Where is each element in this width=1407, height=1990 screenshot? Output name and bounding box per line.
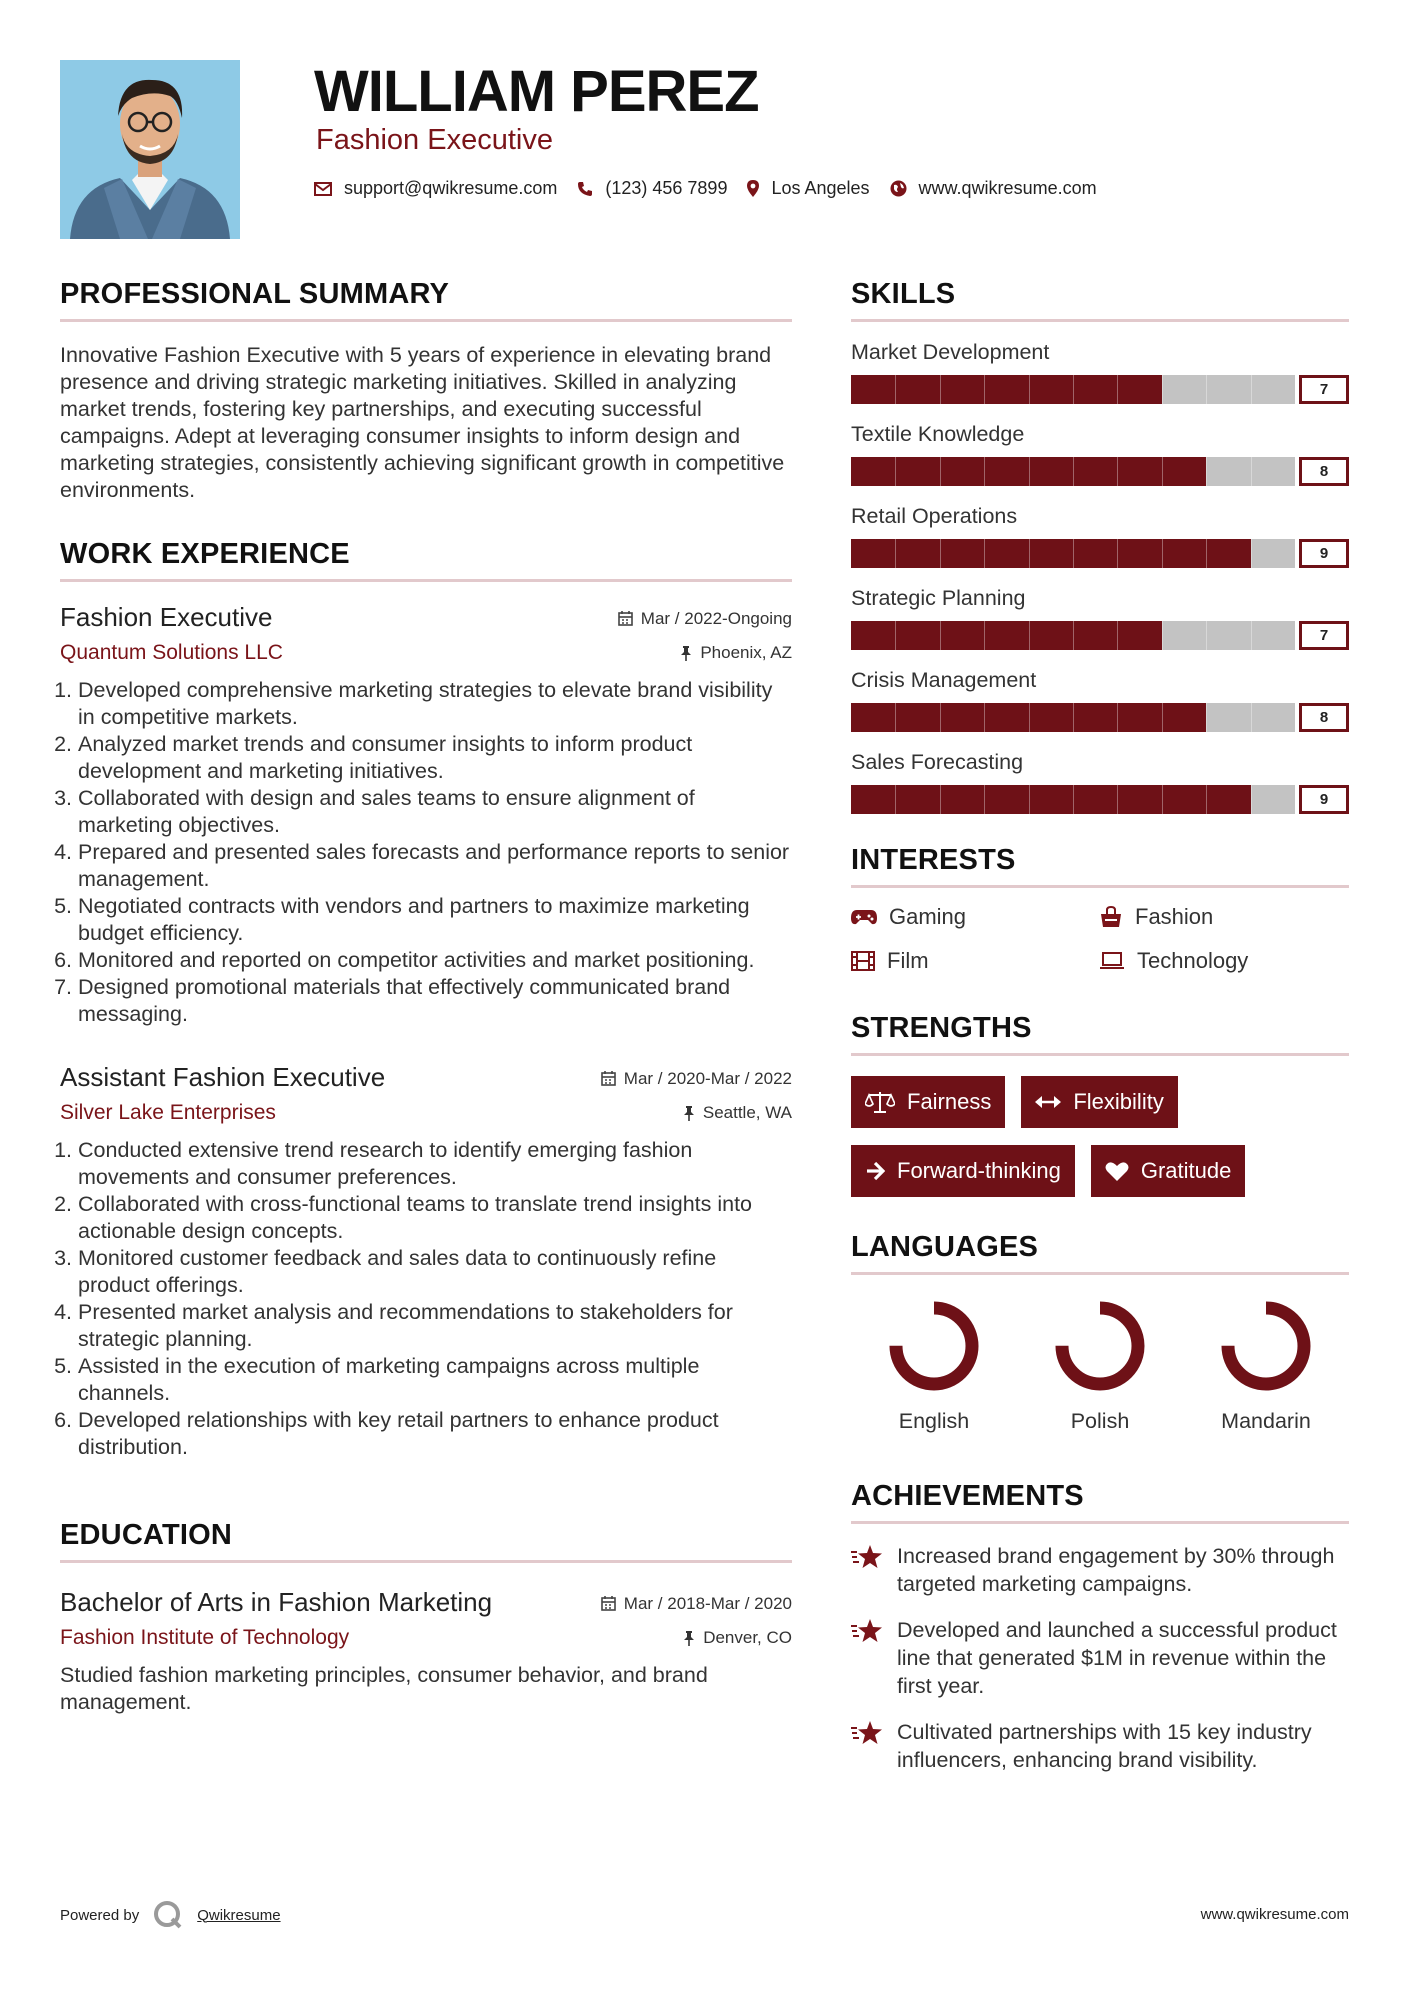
skill-bar-fill — [851, 375, 1162, 404]
job-location-text: Phoenix, AZ — [700, 643, 792, 662]
job-title: Fashion Executive — [60, 602, 273, 632]
skill-item — [851, 668, 1349, 732]
skill-score: 9 — [1299, 785, 1349, 814]
skill-bar-divider — [1029, 539, 1030, 568]
balance-scale-icon — [865, 1091, 895, 1113]
skill-bar — [851, 703, 1295, 732]
skill-bar-divider — [1117, 457, 1118, 486]
skill-bar — [851, 457, 1295, 486]
duty-item: 7. Designed promotional materials that effectively communicated brand messaging. — [78, 974, 792, 1028]
skill-bar-divider — [1073, 539, 1074, 568]
footer-url[interactable]: www.qwikresume.com — [1200, 1906, 1349, 1923]
skill-item — [851, 504, 1349, 568]
skill-bar-divider — [1251, 375, 1252, 404]
skill-bar-divider — [1251, 785, 1252, 814]
interests-heading: INTERESTS — [851, 844, 1349, 888]
pushpin-icon — [683, 1631, 695, 1646]
language-level-arc — [896, 1308, 972, 1384]
job-entry — [60, 602, 792, 1028]
arrows-horizontal-icon — [1035, 1095, 1061, 1109]
skill-bar-divider — [1073, 785, 1074, 814]
skill-bar-divider — [1251, 539, 1252, 568]
duty-item: 3. Collaborated with design and sales teams to ensure alignment of marketing objectives. — [78, 785, 792, 839]
interest-label: Fashion — [1135, 904, 1214, 929]
star-icon — [851, 1720, 883, 1746]
language-level-arc — [1062, 1308, 1138, 1384]
skill-bar — [851, 539, 1295, 568]
duty-item: 5. Assisted in the execution of marketing campaigns across multiple channels. — [78, 1353, 792, 1407]
interest-label: Technology — [1137, 948, 1249, 973]
interests-list — [851, 904, 1349, 974]
company-name: Quantum Solutions LLC — [60, 641, 283, 664]
skill-bar-fill — [851, 539, 1251, 568]
job-date-text: Mar / 2022-Ongoing — [640, 608, 792, 628]
duty-item: 5. Negotiated contracts with vendors and partners to maximize marketing budget efficiency. — [78, 893, 792, 947]
skill-bar-divider — [984, 621, 985, 650]
job-title: Assistant Fashion Executive — [60, 1062, 386, 1092]
shopping-bag-icon — [1099, 906, 1123, 928]
contact-email[interactable] — [314, 178, 557, 199]
calendar-icon — [601, 1071, 616, 1086]
achievement-text: Increased brand engagement by 30% through targeted marketing campaigns. — [897, 1544, 1335, 1596]
skill-bar-divider — [1206, 375, 1207, 404]
contact-website[interactable] — [890, 178, 1097, 199]
skill-bar — [851, 375, 1295, 404]
language-name: English — [898, 1409, 970, 1433]
job-location — [683, 1103, 792, 1123]
skill-bar-divider — [1117, 539, 1118, 568]
achievement-text: Cultivated partnerships with 15 key industry influencers, enhancing brand visibility. — [897, 1720, 1312, 1772]
skill-bar-divider — [984, 375, 985, 404]
skill-bar-divider — [1162, 785, 1163, 814]
school-name: Fashion Institute of Technology — [60, 1626, 350, 1649]
skill-bar-divider — [1073, 621, 1074, 650]
strength-tag — [1021, 1076, 1177, 1128]
gamepad-icon — [851, 909, 877, 925]
language-item — [851, 1299, 1017, 1434]
duty-item: 6. Developed relationships with key retail partners to enhance product distribution. — [78, 1407, 792, 1461]
achievement-item — [851, 1542, 1349, 1598]
achievements-list — [851, 1542, 1349, 1774]
skill-bar-divider — [940, 457, 941, 486]
interest-item — [1099, 948, 1347, 974]
duty-item: 2. Collaborated with cross-functional teams to translate trend insights into actionable design concepts. — [78, 1191, 792, 1245]
skill-bar-divider — [984, 785, 985, 814]
education-entry — [60, 1587, 792, 1716]
skill-item — [851, 750, 1349, 814]
language-ring — [1219, 1299, 1313, 1393]
skill-bar-divider — [940, 539, 941, 568]
job-entry — [60, 1062, 792, 1461]
film-icon — [851, 951, 875, 971]
profile-photo — [60, 60, 240, 239]
mail-icon — [314, 182, 332, 196]
map-pin-icon — [747, 180, 759, 197]
skill-bar-fill — [851, 785, 1251, 814]
education-heading: EDUCATION — [60, 1519, 792, 1563]
language-item — [1183, 1299, 1349, 1434]
skill-bar-divider — [1162, 457, 1163, 486]
skill-item — [851, 422, 1349, 486]
skill-bar-divider — [1206, 539, 1207, 568]
strength-tag — [851, 1076, 1005, 1128]
skill-bar-divider — [1073, 457, 1074, 486]
skill-bar-divider — [940, 375, 941, 404]
left-column — [60, 278, 792, 1716]
pushpin-icon — [680, 646, 692, 661]
skill-name: Retail Operations — [851, 504, 1018, 528]
strengths-list — [851, 1076, 1349, 1197]
duty-item: 6. Monitored and reported on competitor activities and market positioning. — [78, 947, 792, 974]
arrow-right-icon — [865, 1161, 885, 1181]
calendar-icon — [618, 611, 633, 626]
skill-score: 9 — [1299, 539, 1349, 568]
laptop-icon — [1099, 952, 1125, 970]
star-icon — [851, 1618, 883, 1644]
job-date-text: Mar / 2020-Mar / 2022 — [623, 1068, 792, 1088]
powered-by-label: Powered by — [60, 1906, 140, 1924]
skill-score: 7 — [1299, 621, 1349, 650]
skill-name: Crisis Management — [851, 668, 1037, 692]
strengths-heading: STRENGTHS — [851, 1012, 1349, 1056]
interest-item — [851, 948, 1099, 974]
skill-item — [851, 586, 1349, 650]
skill-bar-divider — [1251, 621, 1252, 650]
strength-label: Forward-thinking — [897, 1158, 1061, 1183]
candidate-name: WILLIAM PEREZ — [314, 59, 759, 124]
skill-name: Sales Forecasting — [851, 750, 1024, 774]
skill-bar-divider — [1162, 703, 1163, 732]
calendar-icon — [601, 1596, 616, 1611]
skill-bar-divider — [895, 785, 896, 814]
achievements-heading: ACHIEVEMENTS — [851, 1480, 1349, 1524]
language-name: Polish — [1070, 1409, 1130, 1433]
interest-item — [1099, 904, 1347, 930]
skill-item — [851, 340, 1349, 404]
right-column — [851, 278, 1349, 1774]
skill-bar — [851, 621, 1295, 650]
contact-phone-text: (123) 456 7899 — [605, 178, 728, 198]
skill-name: Strategic Planning — [851, 586, 1026, 610]
interest-item — [851, 904, 1099, 930]
skill-name: Market Development — [851, 340, 1050, 364]
contact-location — [747, 178, 869, 199]
achievement-text: Developed and launched a successful product line that generated $1M in revenue within the first year. — [897, 1618, 1337, 1698]
degree-title: Bachelor of Arts in Fashion Marketing — [60, 1587, 493, 1617]
duty-item: 3. Monitored customer feedback and sales data to continuously refine product offerings. — [78, 1245, 792, 1299]
contact-email-text: support@qwikresume.com — [344, 178, 558, 198]
skill-bar-divider — [1117, 621, 1118, 650]
strength-tag — [1091, 1145, 1246, 1197]
duty-item: 1. Conducted extensive trend research to identify emerging fashion movements and consumer preferences. — [78, 1137, 792, 1191]
skill-bar-divider — [1029, 457, 1030, 486]
duty-item: 4. Presented market analysis and recommendations to stakeholders for strategic planning. — [78, 1299, 792, 1353]
company-name: Silver Lake Enterprises — [60, 1101, 276, 1124]
skill-score: 8 — [1299, 457, 1349, 486]
language-item — [1017, 1299, 1183, 1434]
skill-bar-divider — [1117, 375, 1118, 404]
skill-name: Textile Knowledge — [851, 422, 1025, 446]
footer-powered-by — [60, 1900, 281, 1930]
skill-bar-divider — [1162, 375, 1163, 404]
qwikresume-logo-icon — [153, 1900, 183, 1930]
skill-bar-divider — [895, 457, 896, 486]
contact-location-text: Los Angeles — [771, 178, 870, 198]
qwikresume-link[interactable]: Qwikresume — [197, 1906, 281, 1924]
skill-bar-divider — [895, 621, 896, 650]
globe-icon — [890, 180, 907, 197]
language-name: Mandarin — [1221, 1409, 1311, 1433]
education-location-text: Denver, CO — [703, 1628, 792, 1647]
strength-label: Fairness — [907, 1089, 992, 1114]
skill-bar-divider — [1206, 621, 1207, 650]
skill-bar-divider — [1029, 375, 1030, 404]
languages-list — [851, 1299, 1349, 1434]
summary-heading: PROFESSIONAL SUMMARY — [60, 278, 792, 322]
contact-phone[interactable] — [577, 178, 727, 199]
skill-bar-divider — [895, 703, 896, 732]
heart-icon — [1105, 1161, 1129, 1182]
skill-bar-fill — [851, 621, 1162, 650]
duty-item: 1. Developed comprehensive marketing strategies to elevate brand visibility in competitive markets. — [78, 677, 792, 731]
strength-tag — [851, 1145, 1075, 1197]
skill-bar-divider — [940, 621, 941, 650]
experience-heading: WORK EXPERIENCE — [60, 538, 792, 582]
skill-bar-divider — [1162, 539, 1163, 568]
skill-bar-divider — [984, 539, 985, 568]
job-location-text: Seattle, WA — [702, 1103, 792, 1122]
duty-item: 4. Prepared and presented sales forecasts and performance reports to senior management. — [78, 839, 792, 893]
skill-bar-divider — [1251, 703, 1252, 732]
skill-bar-divider — [984, 703, 985, 732]
skill-bar-divider — [984, 457, 985, 486]
education-location — [683, 1628, 792, 1648]
skill-bar-divider — [940, 703, 941, 732]
skill-score: 7 — [1299, 375, 1349, 404]
job-duties — [60, 1137, 792, 1461]
skill-bar-divider — [1251, 457, 1252, 486]
skill-bar-divider — [1162, 621, 1163, 650]
skill-bar-divider — [895, 375, 896, 404]
duty-item: 2. Analyzed market trends and consumer insights to inform product development and marketing initiatives. — [78, 731, 792, 785]
job-date — [618, 609, 792, 629]
skill-bar-divider — [1073, 703, 1074, 732]
job-duties — [60, 677, 792, 1028]
education-date — [601, 1594, 792, 1614]
strength-label: Flexibility — [1073, 1089, 1164, 1114]
contact-website-text: www.qwikresume.com — [918, 178, 1097, 198]
language-ring — [1053, 1299, 1147, 1393]
skill-bar-divider — [1073, 375, 1074, 404]
skills-list — [851, 340, 1349, 814]
languages-heading: LANGUAGES — [851, 1231, 1349, 1275]
language-ring — [887, 1299, 981, 1393]
skills-heading: SKILLS — [851, 278, 1349, 322]
skill-bar — [851, 785, 1295, 814]
star-icon — [851, 1544, 883, 1570]
interest-label: Film — [887, 948, 929, 973]
skill-bar-divider — [1117, 703, 1118, 732]
skill-bar-divider — [1029, 621, 1030, 650]
skill-bar-divider — [895, 539, 896, 568]
skill-bar-divider — [1206, 785, 1207, 814]
achievement-item — [851, 1616, 1349, 1700]
candidate-title: Fashion Executive — [316, 124, 553, 156]
job-date — [601, 1069, 792, 1089]
job-location — [680, 643, 792, 663]
skill-bar-divider — [1029, 703, 1030, 732]
education-date-text: Mar / 2018-Mar / 2020 — [623, 1593, 792, 1613]
interest-label: Gaming — [889, 904, 967, 929]
pushpin-icon — [683, 1106, 695, 1121]
skill-bar-divider — [1206, 457, 1207, 486]
contact-bar — [314, 178, 1117, 199]
skill-bar-divider — [1117, 785, 1118, 814]
strength-label: Gratitude — [1140, 1158, 1232, 1183]
skill-bar-divider — [1029, 785, 1030, 814]
phone-icon — [577, 181, 593, 197]
summary-text: Innovative Fashion Executive with 5 years of experience in elevating brand presence and driving strategic marketing initiatives. Skilled in analyzing market trends, fostering key partnerships, and executing successful campaigns. Adept at leveraging consumer insights to inform design and marketing strategies, consistently achieving significant growth in competitive environments. — [60, 343, 785, 502]
language-level-arc — [1228, 1308, 1304, 1384]
education-description: Studied fashion marketing principles, consumer behavior, and brand management. — [60, 1663, 708, 1714]
skill-bar-divider — [1206, 703, 1207, 732]
skill-score: 8 — [1299, 703, 1349, 732]
achievement-item — [851, 1718, 1349, 1774]
skill-bar-divider — [940, 785, 941, 814]
